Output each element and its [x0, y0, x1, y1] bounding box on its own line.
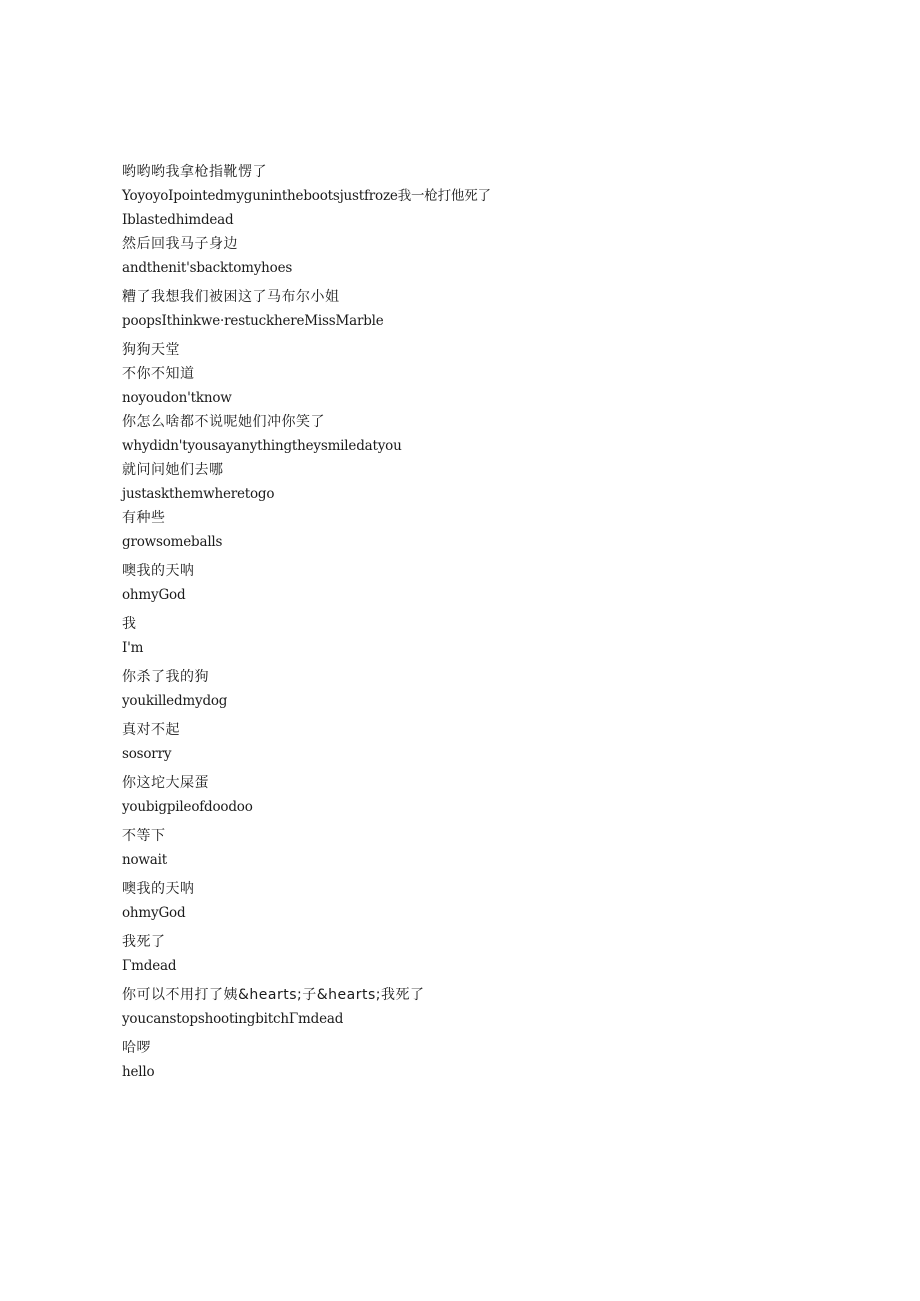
transcript-line-zh: 不等下 [122, 828, 166, 844]
transcript-line-zh: 你怎么啥都不说呢她们冲你笑了 [122, 414, 325, 430]
transcript-line-zh: 我 [122, 616, 137, 632]
transcript-line-zh: 噢我的天呐 [122, 881, 195, 897]
transcript-line-en: andthenit'sbacktomyhoes [122, 260, 293, 276]
transcript-line-en: growsomeballs [122, 534, 223, 550]
transcript-line-en: noyoudon'tknow [122, 390, 232, 406]
transcript-line-en: I'm [122, 640, 144, 656]
subtitle-transcript [122, 160, 502, 1084]
transcript-line-zh: 我死了 [122, 934, 166, 950]
transcript-line-en: Iblastedhimdead [122, 212, 234, 228]
transcript-line-en: Γmdead [122, 958, 177, 974]
transcript-line-en: poopsIthinkwe·restuckhereMissMarble [122, 313, 384, 329]
transcript-line-zh: 你这坨大屎蛋 [122, 775, 209, 791]
transcript-line-zh: 就问问她们去哪 [122, 462, 224, 478]
transcript-line-en: nowait [122, 852, 167, 868]
transcript-line-en: justaskthemwheretogo [122, 486, 275, 502]
transcript-line-en: ohmyGod [122, 905, 186, 921]
transcript-line-en: hello [122, 1064, 155, 1080]
transcript-line-zh: 哟哟哟我拿枪指靴愣了 [122, 164, 267, 180]
transcript-line-zh: 哈啰 [122, 1040, 151, 1056]
transcript-line-zh: 真对不起 [122, 722, 180, 738]
transcript-line-en: whydidn'tyousayanythingtheysmiledatyou [122, 438, 402, 454]
transcript-line-zh: 有种些 [122, 510, 166, 526]
transcript-line-en: YoyoyoIpointedmyguninthebootsjustfroze我一枪打他死了 [122, 188, 491, 204]
transcript-line-en: youkilledmydog [122, 693, 228, 709]
transcript-line-zh: 你杀了我的狗 [122, 669, 209, 685]
transcript-line-en: youcanstopshootingbitchΓmdead [122, 1011, 344, 1027]
transcript-line-zh: 糟了我想我们被困这了马布尔小姐 [122, 289, 340, 305]
transcript-line-zh: 然后回我马子身边 [122, 236, 238, 252]
transcript-line-en: sosorry [122, 746, 172, 762]
transcript-line-zh: 狗狗天堂 [122, 342, 180, 358]
transcript-line-zh: 噢我的天呐 [122, 563, 195, 579]
transcript-line-zh: 你可以不用打了姨&hearts;子&hearts;我死了 [122, 987, 425, 1003]
transcript-line-en: ohmyGod [122, 587, 186, 603]
transcript-line-en: youbigpileofdoodoo [122, 799, 253, 815]
transcript-line-zh: 不你不知道 [122, 366, 195, 382]
